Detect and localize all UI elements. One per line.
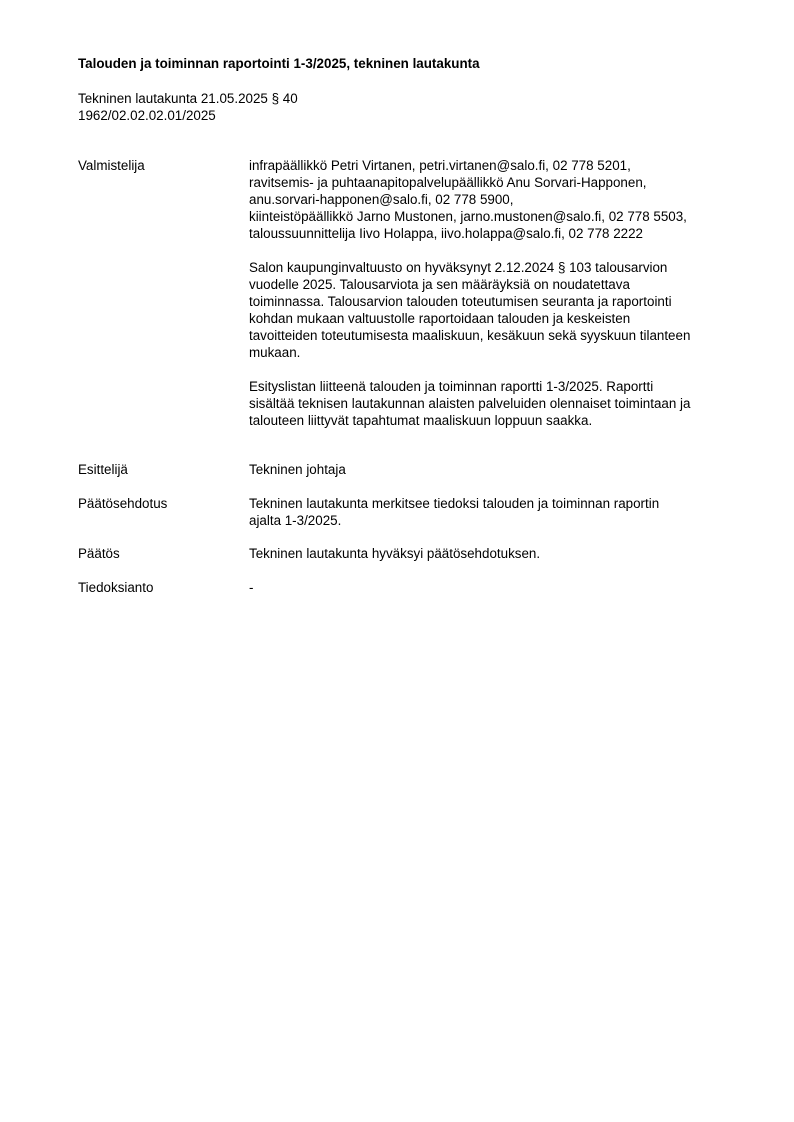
section-label-paatos: Päätös [78, 546, 120, 561]
preparer-line: infrapäällikkö Petri Virtanen, petri.virtanen@salo.fi, 02 778 5201, [249, 158, 631, 173]
preparer-line: taloussuunnittelija Iivo Holappa, iivo.holappa@salo.fi, 02 778 2222 [249, 226, 644, 241]
proposal-line: Tekninen lautakunta merkitsee tiedoksi talouden ja toiminnan raportin [249, 496, 660, 511]
section-label-valmistelija: Valmistelija [78, 158, 145, 173]
section-content-paatosehdotus [249, 495, 739, 529]
section-content-tiedoksianto: - [249, 580, 254, 595]
paragraph-line: Salon kaupunginvaltuusto on hyväksynyt 2.12.2024 § 103 talousarvion [249, 260, 668, 275]
document-title: Talouden ja toiminnan raportointi 1-3/2025, tekninen lautakunta [78, 56, 480, 71]
paragraph-line: toiminnassa. Talousarvion talouden toteutumisen seuranta ja raportointi [249, 294, 672, 309]
document-meta [78, 90, 298, 124]
paragraph-line: talouteen liittyvät tapahtumat maaliskuun loppuun saakka. [249, 413, 593, 428]
valmistelija-paragraph-budget [249, 259, 739, 361]
section-content-esittelija: Tekninen johtaja [249, 462, 346, 477]
section-content-valmistelija [249, 157, 739, 429]
preparers-list [249, 157, 739, 242]
preparer-line: anu.sorvari-happonen@salo.fi, 02 778 5900, [249, 192, 514, 207]
preparer-line: ravitsemis- ja puhtaanapitopalvelupäällikkö Anu Sorvari-Happonen, [249, 175, 647, 190]
paragraph-line: mukaan. [249, 345, 301, 360]
paragraph-line: kohdan mukaan valtuustolle raportoidaan talouden ja keskeisten [249, 311, 631, 326]
section-label-esittelija: Esittelijä [78, 462, 128, 477]
proposal-line: ajalta 1-3/2025. [249, 513, 342, 528]
section-content-paatos: Tekninen lautakunta hyväksyi päätösehdotuksen. [249, 546, 541, 561]
section-label-paatosehdotus: Päätösehdotus [78, 496, 168, 511]
paragraph-line: tavoitteiden toteutumisesta maaliskuun, kesäkuun sekä syyskuun tilanteen [249, 328, 691, 343]
valmistelija-paragraph-attachment [249, 378, 739, 429]
preparer-line: kiinteistöpäällikkö Jarno Mustonen, jarno.mustonen@salo.fi, 02 778 5503, [249, 209, 687, 224]
section-label-tiedoksianto: Tiedoksianto [78, 580, 154, 595]
meeting-reference: Tekninen lautakunta 21.05.2025 § 40 [78, 91, 298, 106]
paragraph-line: vuodelle 2025. Talousarviota ja sen määräyksiä on noudatettava [249, 277, 630, 292]
paragraph-line: Esityslistan liitteenä talouden ja toiminnan raportti 1-3/2025. Raportti [249, 379, 654, 394]
record-number: 1962/02.02.02.01/2025 [78, 108, 216, 123]
paragraph-line: sisältää teknisen lautakunnan alaisten palveluiden olennaiset toimintaan ja [249, 396, 691, 411]
